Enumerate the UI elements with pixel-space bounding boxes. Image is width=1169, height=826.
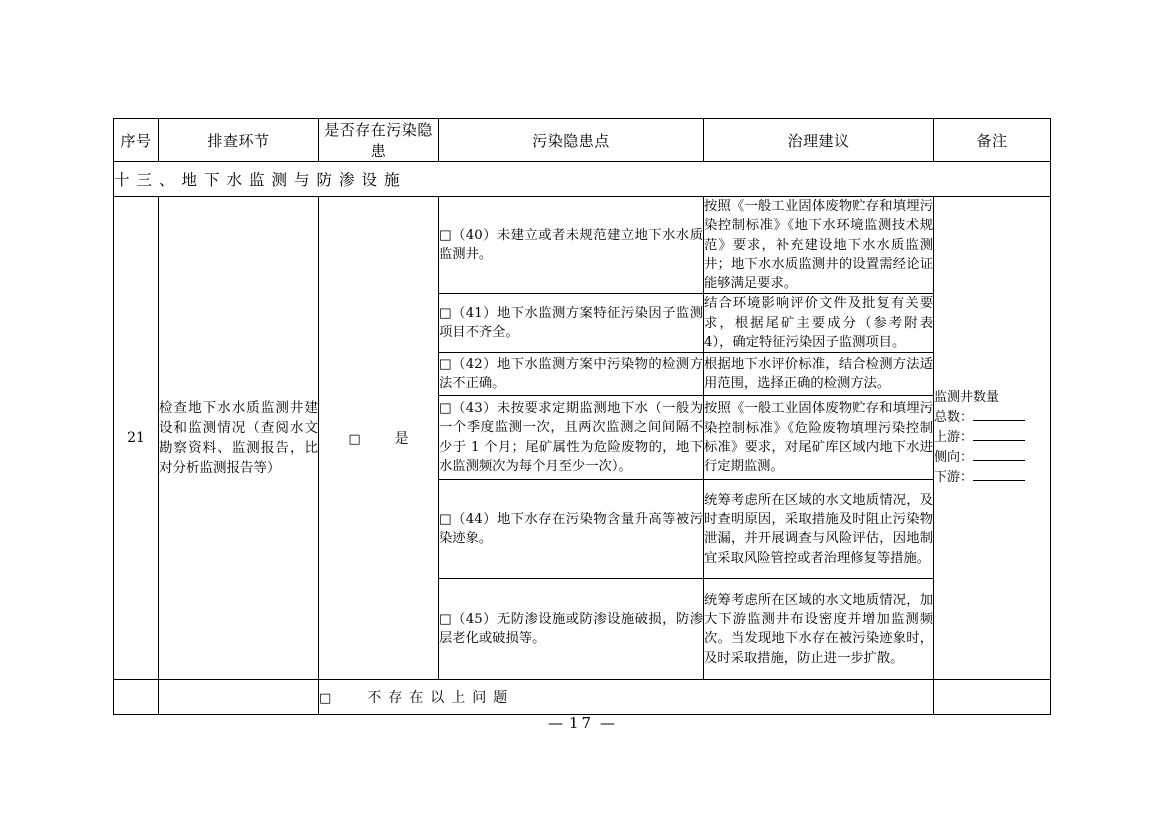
spacer-cell-no — [114, 680, 159, 715]
remark-total-blank[interactable] — [973, 409, 1025, 421]
checklist-table — [113, 118, 1051, 715]
remark-lateral-blank[interactable] — [973, 449, 1025, 461]
remark-total[interactable] — [934, 408, 1050, 428]
hazard-item-40[interactable]: □（40）未建立或者未规范建立地下水水质监测井。 — [439, 197, 704, 294]
page-footer — [0, 714, 1169, 732]
hazard-item-45[interactable]: □（45）无防渗设施或防渗设施破损，防渗层老化或破损等。 — [439, 579, 704, 680]
section-title-row — [114, 162, 1051, 197]
header-cell-hazard-point: 污染隐患点 — [439, 119, 704, 162]
table-header-row — [114, 119, 1051, 162]
header-cell-exist: 是否存在污染隐患 — [319, 119, 439, 162]
advice-item-45: 统筹考虑所在区域的水文地质情况，加大下游监测井布设密度并增加监测频次。当发现地下水存在被污染迹象时，及时采取措施，防止进一步扩散。 — [704, 579, 934, 680]
remark-downstream-label: 下游： — [934, 470, 974, 486]
exist-hazard-cell[interactable] — [319, 197, 439, 680]
section-title: 十三、地下水监测与防渗设施 — [114, 162, 1051, 197]
remark-upstream-label: 上游： — [934, 430, 974, 446]
row-number: 21 — [114, 197, 159, 680]
table-row — [114, 197, 1051, 294]
remark-upstream-blank[interactable] — [973, 429, 1025, 441]
header-cell-remark: 备注 — [934, 119, 1051, 162]
remark-title: 监测井数量 — [934, 389, 1000, 405]
remark-cell[interactable] — [934, 197, 1051, 680]
exist-hazard-label: 是 — [394, 431, 409, 448]
page-dash-left: — — [547, 714, 569, 732]
checklist-table-container — [113, 118, 1050, 715]
advice-item-40: 按照《一般工业固体废物贮存和填埋污染控制标准》《地下水环境监测技术规范》要求，补充建设地下水水质监测井；地下水水质监测井的设置需经论证能够满足要求。 — [704, 197, 934, 294]
header-cell-stage: 排查环节 — [159, 119, 319, 162]
no-problem-label: 不存在以上问题 — [367, 690, 515, 707]
spacer-cell-stage — [159, 680, 319, 715]
remark-downstream[interactable] — [934, 468, 1050, 488]
remark-lateral-label: 侧向： — [934, 450, 974, 466]
remark-total-label: 总数： — [934, 409, 974, 425]
advice-item-42: 根据地下水评价标准，结合检测方法适用范围，选择正确的检测方法。 — [704, 353, 934, 396]
advice-item-41: 结合环境影响评价文件及批复有关要求，根据尾矿主要成分（参考附表 4），确定特征污染因子监测项目。 — [704, 294, 934, 353]
spacer-cell-remark — [934, 680, 1051, 715]
header-cell-advice: 治理建议 — [704, 119, 934, 162]
hazard-item-41[interactable]: □（41）地下水监测方案特征污染因子监测项目不齐全。 — [439, 294, 704, 353]
checkbox-icon[interactable]: □ — [348, 432, 361, 448]
remark-upstream[interactable] — [934, 428, 1050, 448]
no-problem-row — [114, 680, 1051, 715]
stage-description: 检查地下水水质监测井建设和监测情况（查阅水文勘察资料、监测报告，比对分析监测报告等） — [159, 197, 319, 680]
header-cell-no: 序号 — [114, 119, 159, 162]
advice-item-43: 按照《一般工业固体废物贮存和填埋污染控制标准》《危险废物填埋污染控制标准》要求，对尾矿库区域内地下水进行定期监测。 — [704, 396, 934, 480]
no-problem-checkbox-icon[interactable]: □ — [319, 691, 332, 707]
page-number-value: 17 — [568, 714, 595, 732]
hazard-item-43[interactable]: □（43）未按要求定期监测地下水（一般为一个季度监测一次，且两次监测之间间隔不少于 1 个月；尾矿属性为危险废物的，地下水监测频次为每个月至少一次）。 — [439, 396, 704, 480]
no-problem-cell[interactable] — [319, 680, 934, 715]
remark-downstream-blank[interactable] — [973, 469, 1025, 481]
remark-lateral[interactable] — [934, 448, 1050, 468]
advice-item-44: 统筹考虑所在区域的水文地质情况，及时查明原因，采取措施及时阻止污染物泄漏，并开展调查与风险评估，因地制宜采取风险管控或者治理修复等措施。 — [704, 480, 934, 579]
hazard-item-42[interactable]: □（42）地下水监测方案中污染物的检测方法不正确。 — [439, 353, 704, 396]
page-dash-right: — — [600, 714, 622, 732]
hazard-item-44[interactable]: □（44）地下水存在污染物含量升高等被污染迹象。 — [439, 480, 704, 579]
